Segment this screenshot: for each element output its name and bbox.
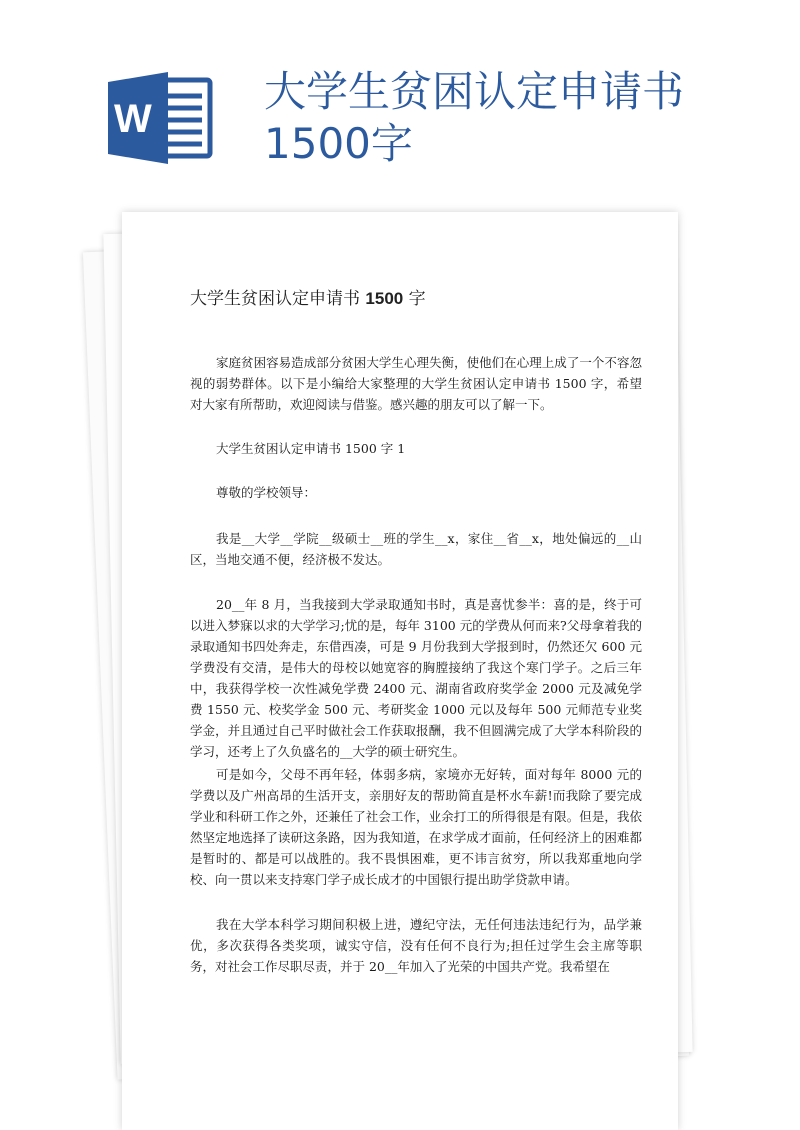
section-heading: 大学生贫困认定申请书 1500 字 1 [216, 441, 406, 456]
salutation: 尊敬的学校领导： [216, 485, 317, 500]
body-paragraph: 20__年 8 月，当我接到大学录取通知书时，真是喜忧参半：喜的是，终于可以进入梦寐以求的大学学习;忧的是，每年 3100 元的学费从何而来?父母拿着我的录取通知书四处奔走，东借西凑，可是 9 月份我到大学报到时，仍然还欠 600 元学费没有交清，是伟大的母校以她宽容的胸膛接纳了我这个寒门学子。之后三年中，我获得学校一次性减免学费 2400 元、湖南省政府奖学金 2000 元及减免学费 1550 元、校奖学金 500 元、考研奖金 1000 元以及每年 500 元师范专业奖学金，并且通过自己平时做社会工作获取报酬，我不但圆满完成了大学本科阶段的学习，还考上了久负盛名的__大学的硕士研究生。 [190, 597, 642, 759]
body-paragraph: 我在大学本科学习期间积极上进，遵纪守法，无任何违法违纪行为，品学兼优，多次获得各类奖项，诚实守信，没有任何不良行为;担任过学生会主席等职务，对社会工作尽职尽责，并于 20__年加入了光荣的中国共产党。我希望在 [190, 917, 642, 974]
document-title-number: 1500 [365, 289, 404, 308]
document-page [122, 212, 678, 1130]
page-header [0, 0, 800, 200]
intro-paragraph: 家庭贫困容易造成部分贫困大学生心理失衡，使他们在心理上成了一个不容忽视的弱势群体。以下是小编给大家整理的大学生贫困认定申请书 1500 字，希望对大家有所帮助，欢迎阅读与借鉴。感兴趣的朋友可以了解一下。 [190, 355, 642, 412]
body-paragraph: 我是__大学__学院__级硕士__班的学生__x，家住__省__x，地处偏远的__山区，当地交通不便，经济极不发达。 [190, 531, 642, 567]
word-document-icon [108, 72, 214, 164]
page-title-line-1: 大学生贫困认定申请书 [264, 67, 685, 116]
document-title-suffix: 字 [403, 289, 426, 309]
body-paragraph: 可是如今，父母不再年轻，体弱多病，家境亦无好转，面对每年 8000 元的学费以及广州高昂的生活开支，亲朋好友的帮助简直是杯水车薪!而我除了要完成学业和科研工作之外，还兼任了社会工作，业余打工的所得很是有限。但是，我依然坚定地选择了读研这条路，因为我知道，在求学成才面前，任何经济上的困难都是暂时的、都是可以战胜的。我不畏惧困难，更不讳言贫穷，所以我郑重地向学校、向一贯以来支持寒门学子成长成才的中国银行提出助学贷款申请。 [190, 767, 642, 887]
svg-text:W: W [114, 97, 152, 141]
document-title-text: 大学生贫困认定申请书 [190, 289, 366, 309]
document-title [190, 284, 426, 309]
page-title-line-2: 1500字 [264, 119, 413, 168]
